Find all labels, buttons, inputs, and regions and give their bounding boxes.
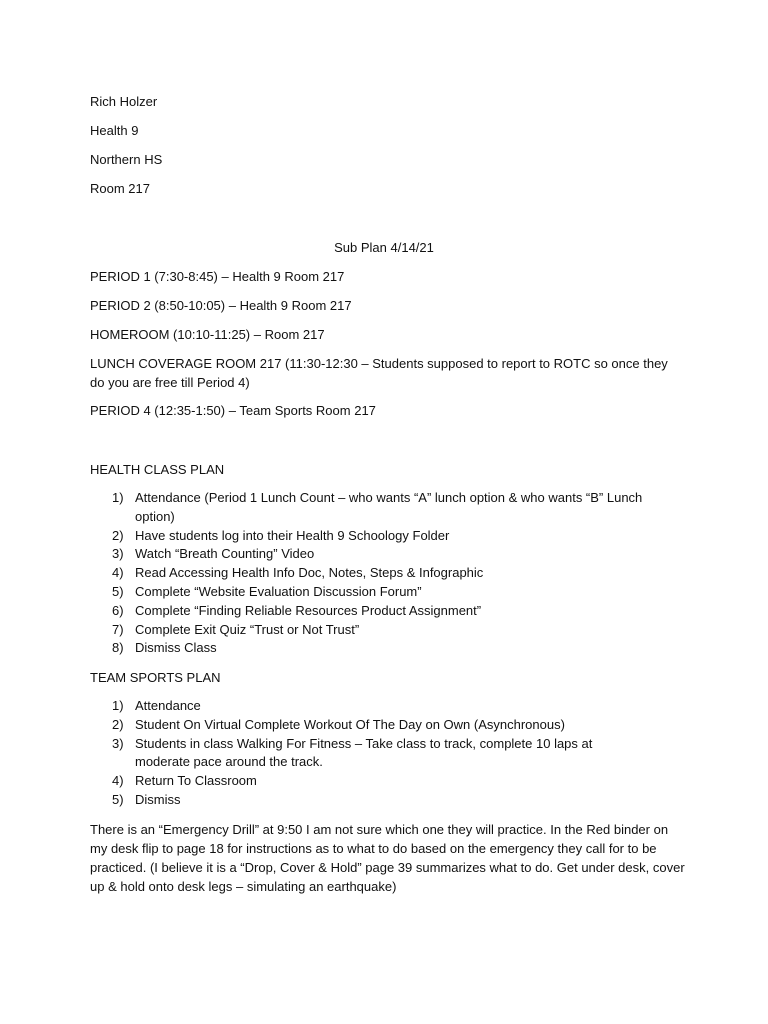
health-plan-heading: HEALTH CLASS PLAN xyxy=(90,462,225,477)
schedule-homeroom: HOMEROOM (10:10-11:25) – Room 217 xyxy=(90,327,325,342)
list-item-text: Have students log into their Health 9 Schoology Folder xyxy=(135,527,450,543)
list-item-text: Attendance xyxy=(135,698,201,713)
list-number: 8) xyxy=(112,640,124,656)
list-number: 5) xyxy=(112,791,124,807)
emergency-drill-note: There is an “Emergency Drill” at 9:50 I am not sure which one they will practice. In the Red binder on my desk flip to page 18 for instructions as to what to do based on the emergency they call for to be practiced. (I believe it is a “Drop, Cover & Hold” page 39 summarizes what to do. Get under desk, cover up & hold onto desk legs – simulating an earthquake) xyxy=(90,822,685,894)
list-item xyxy=(90,791,650,810)
list-item-text: Attendance (Period 1 Lunch Count – who wants “A” lunch option & who wants “B” Lunch option) xyxy=(135,490,643,524)
page-title: Sub Plan 4/14/21 xyxy=(334,240,434,255)
school-name: Northern HS xyxy=(90,152,163,167)
list-item xyxy=(90,716,650,735)
sports-plan-list xyxy=(90,697,650,810)
list-item xyxy=(90,621,650,640)
list-item xyxy=(90,639,650,658)
list-item xyxy=(90,527,650,546)
list-item xyxy=(90,564,650,583)
room-number: Room 217 xyxy=(90,181,150,196)
list-item-text: Dismiss Class xyxy=(135,640,217,656)
list-item-text: Complete Exit Quiz “Trust or Not Trust” xyxy=(135,621,360,637)
list-number: 1) xyxy=(112,698,124,713)
list-item xyxy=(90,697,650,716)
list-number: 5) xyxy=(112,583,124,599)
list-number: 3) xyxy=(112,546,124,562)
schedule-lunch-coverage: LUNCH COVERAGE ROOM 217 (11:30-12:30 – Students supposed to report to ROTC so once they do you are free till Period 4) xyxy=(90,356,668,390)
list-number: 4) xyxy=(112,773,124,789)
list-item-text: Read Accessing Health Info Doc, Notes, Steps & Infographic xyxy=(135,565,484,581)
list-item-text: Complete “Finding Reliable Resources Product Assignment” xyxy=(135,602,482,618)
schedule-period-4: PERIOD 4 (12:35-1:50) – Team Sports Room 217 xyxy=(90,403,376,418)
list-item xyxy=(90,545,650,564)
list-item-text: Return To Classroom xyxy=(135,773,257,789)
course-name: Health 9 xyxy=(90,123,139,138)
list-item-text: Complete “Website Evaluation Discussion Forum” xyxy=(135,583,422,599)
health-plan-list xyxy=(90,489,650,658)
list-number: 7) xyxy=(112,621,124,637)
sports-plan-heading: TEAM SPORTS PLAN xyxy=(90,670,221,685)
list-item xyxy=(90,583,650,602)
list-item xyxy=(90,602,650,621)
list-item xyxy=(90,489,650,527)
schedule-period-2: PERIOD 2 (8:50-10:05) – Health 9 Room 217 xyxy=(90,298,352,313)
list-number: 4) xyxy=(112,565,124,581)
list-number: 1) xyxy=(112,490,124,505)
list-item xyxy=(90,772,650,791)
schedule-period-1: PERIOD 1 (7:30-8:45) – Health 9 Room 217 xyxy=(90,269,345,284)
list-item xyxy=(90,735,650,773)
list-item-text: Watch “Breath Counting” Video xyxy=(135,546,315,562)
list-number: 6) xyxy=(112,602,124,618)
list-item-text: Students in class Walking For Fitness – Take class to track, complete 10 laps at moderate pace around the track. xyxy=(135,735,593,770)
list-number: 3) xyxy=(112,735,124,751)
list-item-text: Student On Virtual Complete Workout Of The Day on Own (Asynchronous) xyxy=(135,716,565,732)
teacher-name: Rich Holzer xyxy=(90,94,158,109)
list-number: 2) xyxy=(112,716,124,732)
list-item-text: Dismiss xyxy=(135,791,181,807)
list-number: 2) xyxy=(112,527,124,543)
